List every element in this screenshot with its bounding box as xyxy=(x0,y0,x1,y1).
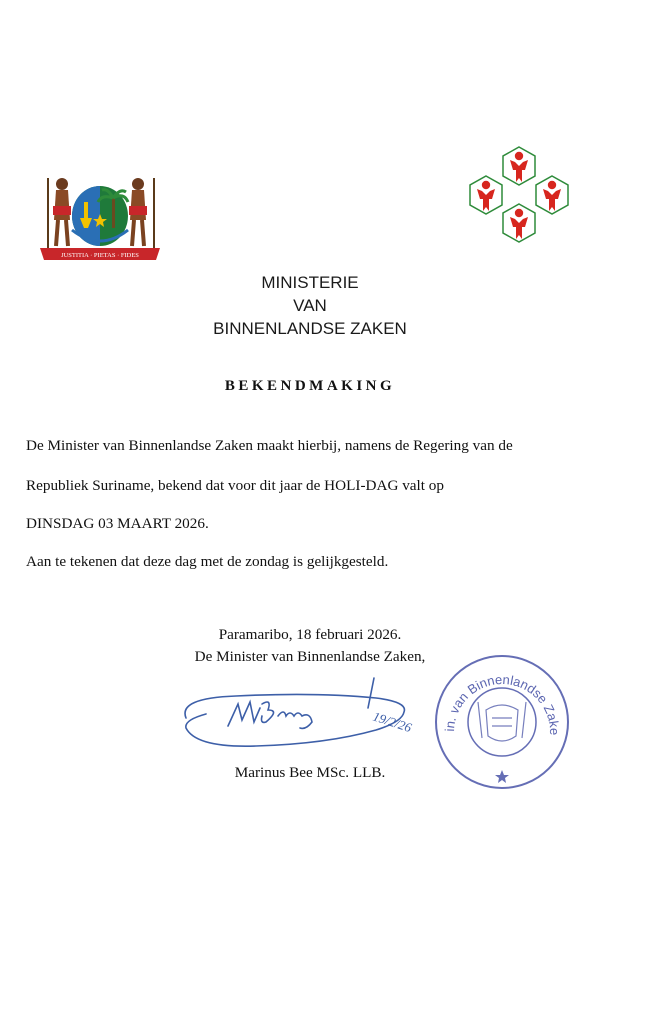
suriname-coat-of-arms-icon xyxy=(36,168,164,264)
minister-role: De Minister van Binnenlandse Zaken, xyxy=(194,648,426,665)
ministry-heading-line3: BINNENLANDSE ZAKEN xyxy=(213,319,407,338)
svg-text:Min. van Binnenlandse Zaken xyxy=(428,652,562,735)
handwritten-signature xyxy=(176,668,416,758)
announcement-line-4: Aan te tekenen dat deze dag met de zondag is gelijkgesteld. xyxy=(26,553,389,570)
ministry-stamp xyxy=(428,652,576,794)
signature-date: 19/2/26 xyxy=(371,708,414,736)
signer-name: Marinus Bee MSc. LLB. xyxy=(234,764,386,781)
stamp-text: in. van Binnenlandse Zake xyxy=(441,671,563,736)
coat-motto-text: JUSTITIA · PIETAS · FIDES xyxy=(61,252,139,259)
document-title: BEKENDMAKING xyxy=(224,378,396,394)
ministry-heading-line1: MINISTERIE xyxy=(261,273,359,292)
hexagon-people-logo-icon xyxy=(456,144,582,266)
announcement-line-1: De Minister van Binnenlandse Zaken maakt hierbij, namens de Regering van de xyxy=(26,437,513,454)
announcement-line-3: DINSDAG 03 MAART 2026. xyxy=(26,515,209,532)
ministry-heading-line2: VAN xyxy=(293,296,327,315)
place-date: Paramaribo, 18 februari 2026. xyxy=(218,626,402,643)
announcement-line-2: Republiek Suriname, bekend dat voor dit jaar de HOLI-DAG valt op xyxy=(26,477,444,494)
